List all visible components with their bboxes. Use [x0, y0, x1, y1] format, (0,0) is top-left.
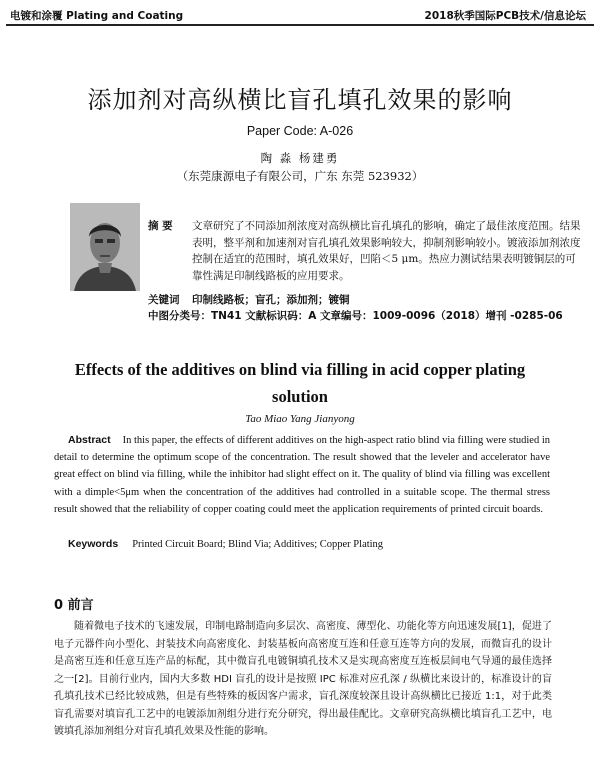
- classification-line: 中图分类号：TN41 文献标识码：A 文章编号：1009-0096（2018）增刊 -0285-06: [148, 310, 563, 322]
- section-heading: 0 前言: [54, 598, 94, 613]
- author-photo: [70, 203, 140, 291]
- title-chinese: 添加剂对高纵横比盲孔填孔效果的影响: [87, 86, 513, 114]
- authors-english: Tao Miao Yang Jianyong: [245, 413, 355, 425]
- keywords-cn-label: 关键词: [148, 294, 180, 306]
- title-english: Effects of the additives on blind via filling in acid copper plating solution: [74, 360, 526, 406]
- keywords-en-text: Printed Circuit Board; Blind Via; Additives; Copper Plating: [132, 539, 384, 550]
- author-photo-image: [70, 203, 140, 291]
- authors-chinese: 陶 淼 杨建勇: [260, 151, 340, 165]
- body-paragraph: 随着微电子技术的飞速发展，印制电路制造向多层次、高密度、薄型化、功能化等方向迅速发展[1]，促进了电子元器件向小型化、封装技术向高密度化、封装基板向高密度互连和任意互连等方向的发展，而微盲孔的设计是高密互连和任意互连产品的标配，其中微盲孔电镀铜填孔技术又是实现高密度互连板层间电气导通的最佳选择之一[2]。目前行业内，国内大多数 HDI 盲孔的设计是按照 IPC 标准对应孔深 / 纵横比来设计的，标准设计的盲孔填孔技术已经比较成熟，但是有些特殊的板因客户需求，盲孔深度较深且设计高纵横比已接近 1:1，对于此类盲孔需要对填盲孔工艺中的电镀添加剂组分进行充分研究，得出最佳配比。文章研究高纵横比填盲孔工艺中，电镀填孔添加剂组分对盲孔填孔效果及性能的影响。: [54, 621, 552, 737]
- abstract-en-text: In this paper, the effects of different additives on the high-aspect ratio blind via filling were studied in detail to determine the optimum scope of the concentration. The result showed that the leveler and accelerator have great effect on blind via filling, while the inhibitor had slight effect on it. The quality of blind via filling was excellent with a dimple<5μm when the concentration of the additives had controlled in a suitable scope. The thermal stress result showed that the reliability of copper coating could meet the application requirements of printed circuit boards.: [54, 435, 550, 515]
- abstract-cn-label: 摘 要: [148, 220, 173, 232]
- affiliation-chinese: （东莞康源电子有限公司，广东 东莞 523932）: [176, 169, 424, 183]
- keywords-cn-text: 印制线路板；盲孔；添加剂；镀铜: [192, 294, 350, 306]
- running-header-right: 2018秋季国际PCB技术/信息论坛: [424, 10, 586, 22]
- paper-code: Paper Code: A-026: [246, 124, 354, 138]
- abstract-en-label: Abstract: [68, 434, 111, 446]
- header-rule: [6, 24, 594, 26]
- abstract-en: [54, 432, 550, 518]
- running-header-left: 电镀和涂覆 Plating and Coating: [10, 10, 184, 22]
- abstract-cn-text: 文章研究了不同添加剂浓度对高纵横比盲孔填孔的影响，确定了最佳浓度范围。结果表明，整平剂和加速剂对盲孔填孔效果影响较大，抑制剂影响较小。镀液添加剂浓度控制在适宜的范围时，填孔效果好，凹陷＜5 μm。热应力测试结果表明镀铜层的可靠性满足印制线路板的应用要求。: [192, 220, 581, 282]
- keywords-en-label: Keywords: [68, 538, 119, 550]
- keywords-en: [68, 538, 383, 550]
